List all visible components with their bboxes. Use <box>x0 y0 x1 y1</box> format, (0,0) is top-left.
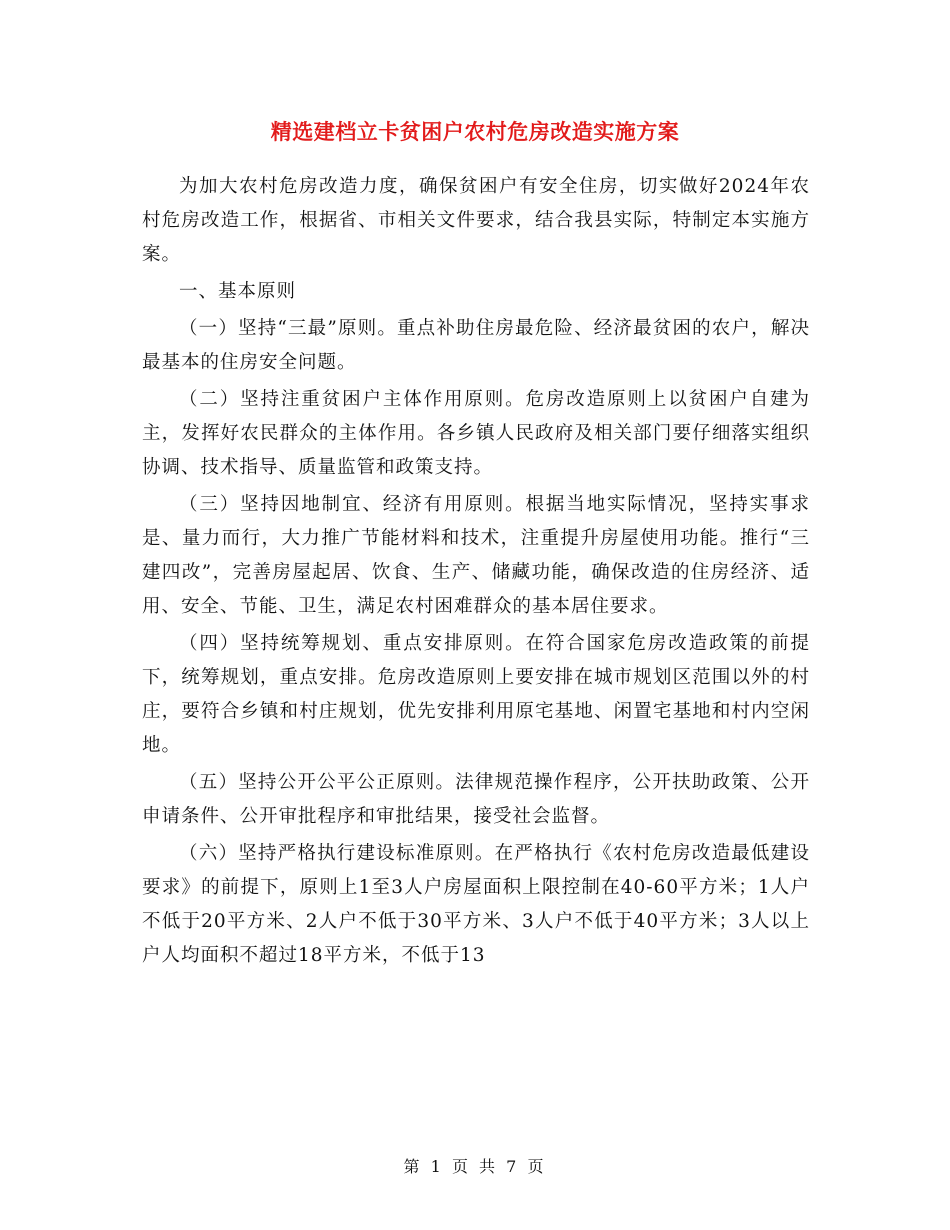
footer-label-total-unit: 页 <box>527 1157 547 1176</box>
section-heading-basic-principles: 一、基本原则 <box>179 281 297 302</box>
page-footer <box>0 1154 950 1177</box>
footer-total-pages: 7 <box>506 1157 520 1176</box>
document-title: 精选建档立卡贫困户农村危房改造实施方案 <box>270 119 680 144</box>
footer-label-page: 第 <box>403 1157 423 1176</box>
paragraph-intro: 为加大农村危房改造力度，确保贫困户有安全住房，切实做好2024年农村危房改造工作，根据省、市相关文件要求，结合我县实际，特制定本实施方案。 <box>142 176 810 265</box>
footer-current-page: 1 <box>430 1157 444 1176</box>
paragraph-principle-3: （三）坚持因地制宜、经济有用原则。根据当地实际情况，坚持实事求是、量力而行，大力推广节能材料和技术，注重提升房屋使用功能。推行“三建四改”，完善房屋起居、饮食、生产、储藏功能，确保改造的住房经济、适用、安全、节能、卫生，满足农村困难群众的基本居住要求。 <box>142 494 810 617</box>
paragraph-principle-6: （六）坚持严格执行建设标准原则。在严格执行《农村危房改造最低建设要求》的前提下，原则上1至3人户房屋面积上限控制在40-60平方米；1人户不低于20平方米、2人户不低于30平方米、3人户不低于40平方米；3人以上户人均面积不超过18平方米，不低于13 <box>142 843 810 966</box>
footer-label-page-unit: 页 <box>451 1157 471 1176</box>
paragraph-principle-1: （一）坚持“三最”原则。重点补助住房最危险、经济最贫困的农户，解决最基本的住房安全问题。 <box>142 318 810 373</box>
footer-label-total: 共 <box>479 1157 499 1176</box>
paragraph-principle-2: （二）坚持注重贫困户主体作用原则。危房改造原则上以贫困户自建为主，发挥好农民群众的主体作用。各乡镇人民政府及相关部门要仔细落实组织协调、技术指导、质量监管和政策支持。 <box>142 389 810 478</box>
paragraph-principle-5: （五）坚持公开公平公正原则。法律规范操作程序，公开扶助政策、公开申请条件、公开审批程序和审批结果，接受社会监督。 <box>142 772 810 827</box>
paragraph-principle-4: （四）坚持统筹规划、重点安排原则。在符合国家危房改造政策的前提下，统筹规划，重点安排。危房改造原则上要安排在城市规划区范围以外的村庄，要符合乡镇和村庄规划，优先安排利用原宅基地、闲置宅基地和村内空闲地。 <box>142 633 810 756</box>
document-body <box>142 170 810 976</box>
